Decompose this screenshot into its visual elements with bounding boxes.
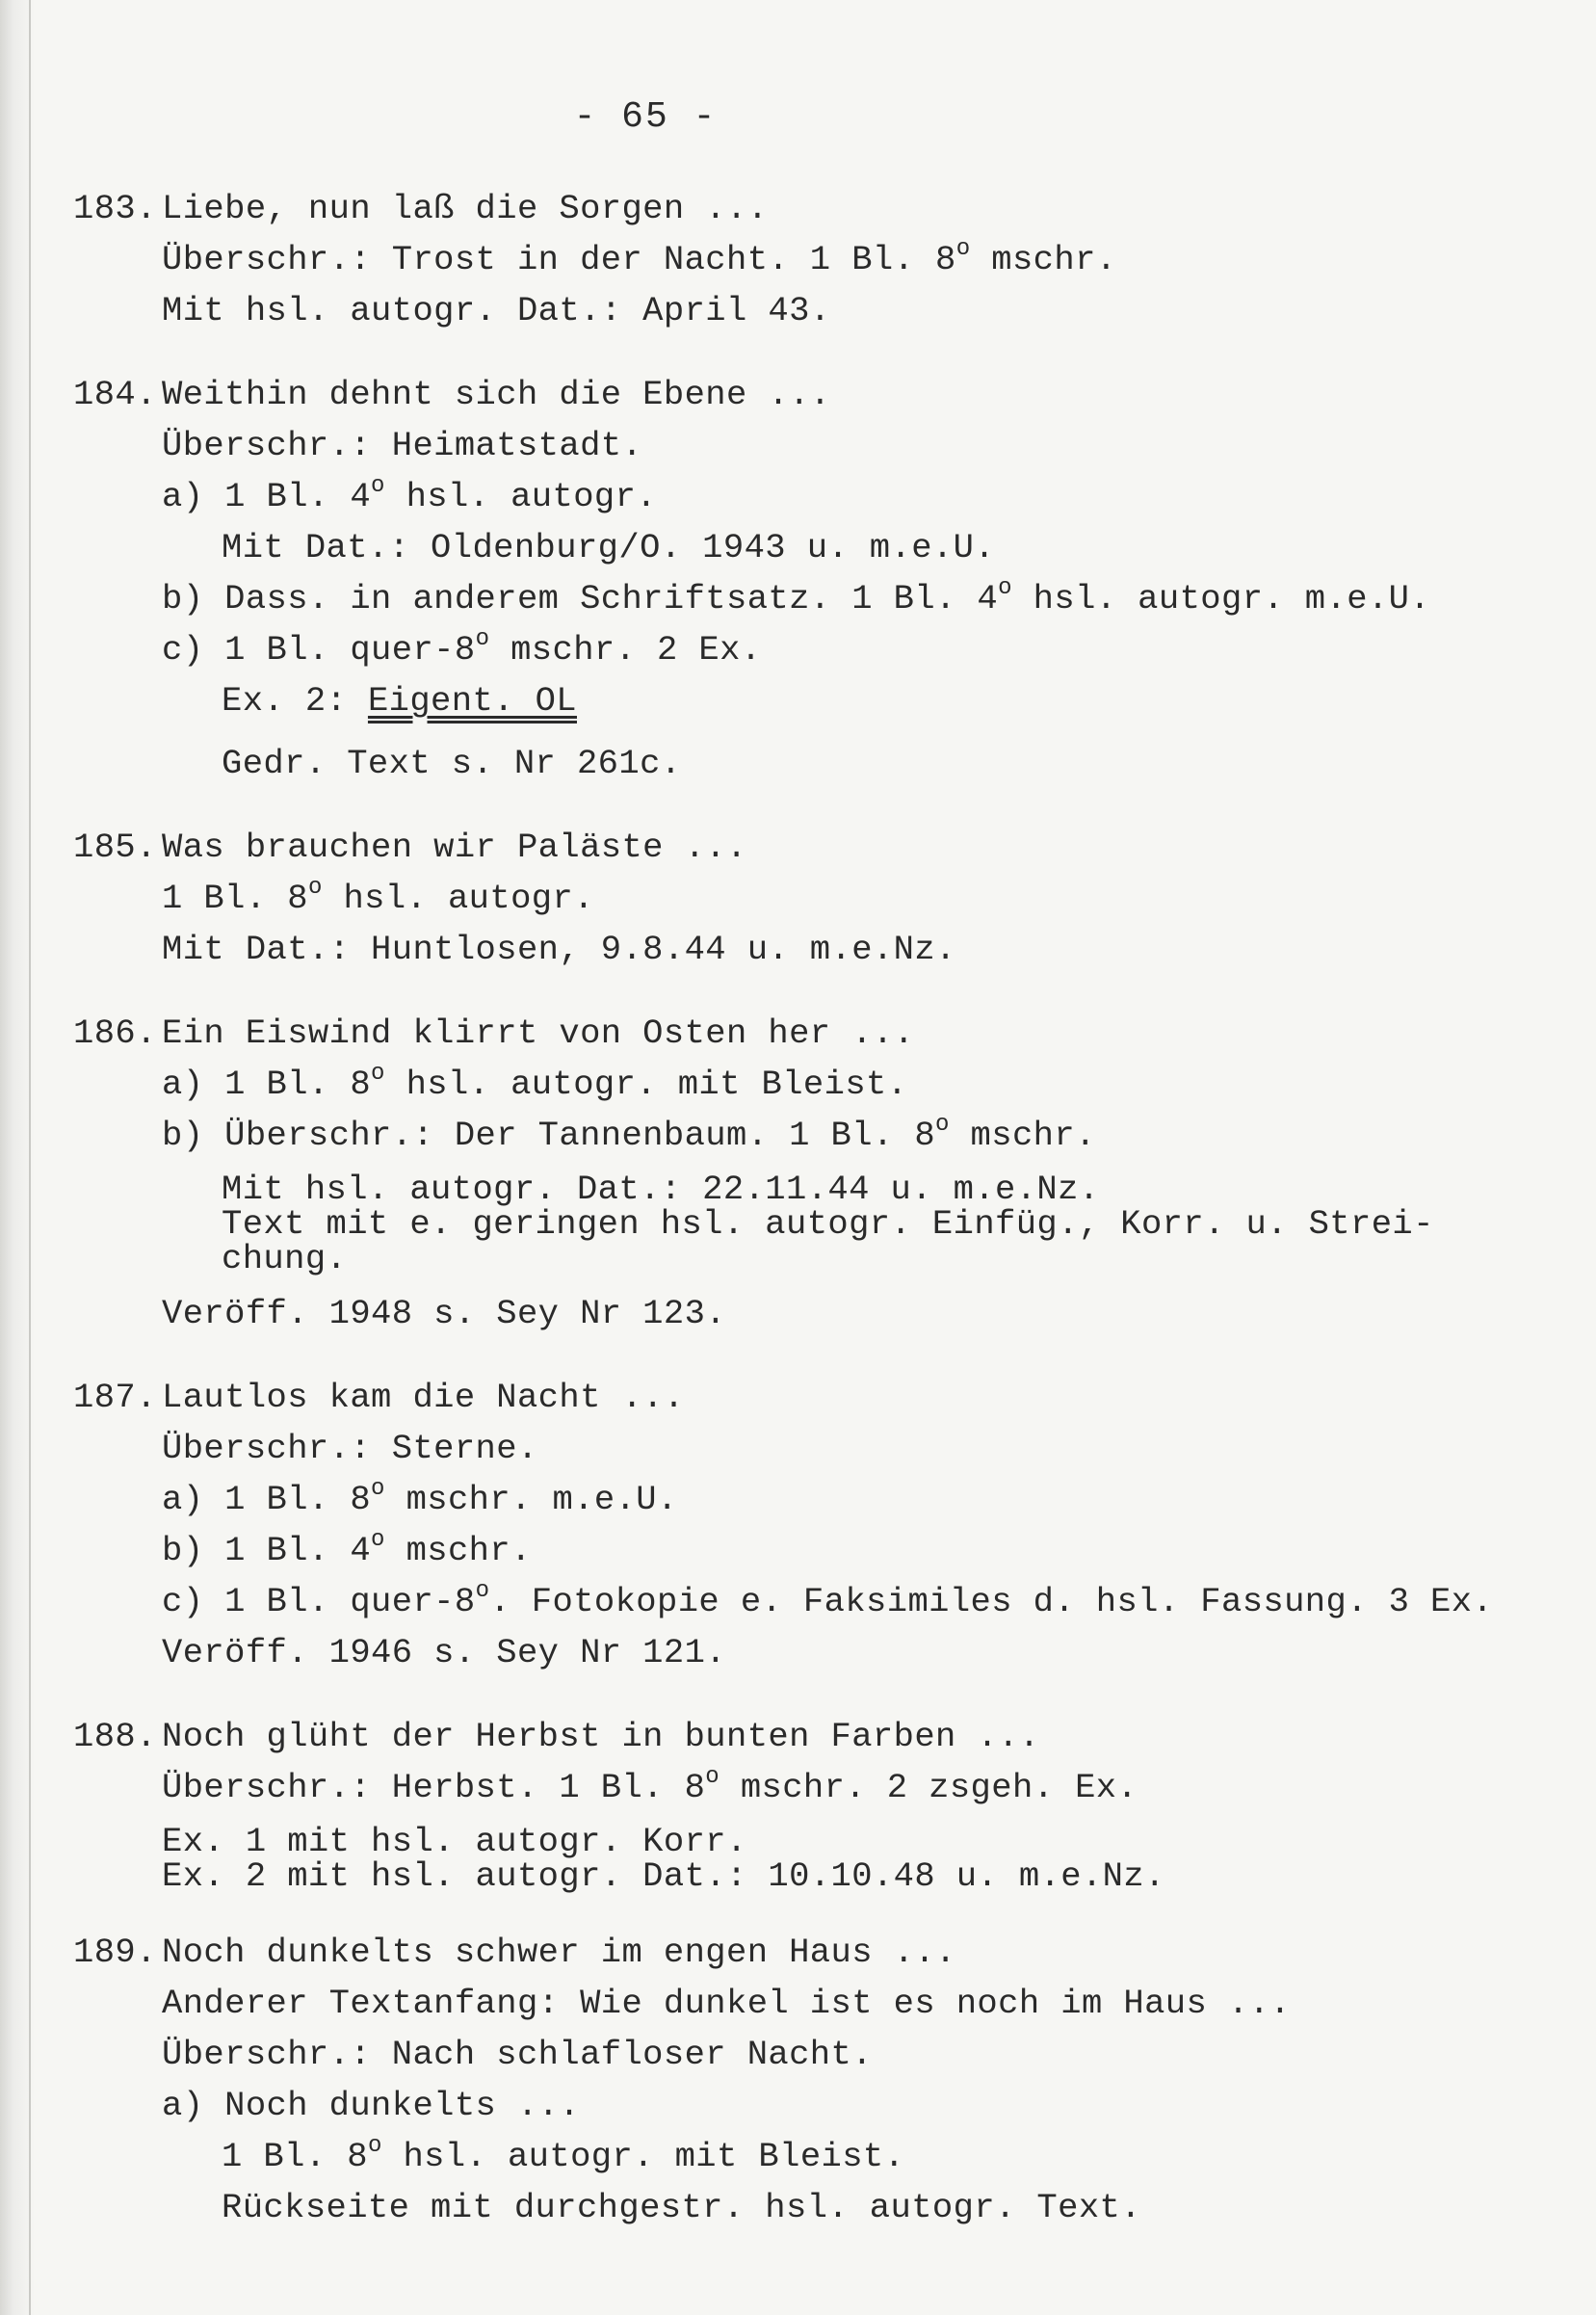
entry-incipit: Weithin dehnt sich die Ebene ...	[162, 375, 831, 414]
entry-incipit: Lautlos kam die Nacht ...	[162, 1378, 685, 1417]
entry-line: Mit hsl. autogr. Dat.: April 43.	[162, 291, 831, 330]
entry-line: Mit Dat.: Huntlosen, 9.8.44 u. m.e.Nz.	[162, 930, 956, 969]
entry-line: b) Dass. in anderem Schriftsatz. 1 Bl. 4$^o$ hsl. autogr. m.e.U.	[162, 575, 1431, 618]
entry-number: 189.	[73, 1933, 157, 1972]
entry-number: 188.	[73, 1717, 157, 1756]
entry-line: Veröff. 1946 s. Sey Nr 121.	[162, 1633, 726, 1672]
catalog-entry-185	[73, 822, 1537, 975]
entry-line: a) 1 Bl. 8$^o$ hsl. autogr. mit Bleist.	[162, 1061, 908, 1104]
degree-marker: o	[371, 1476, 385, 1503]
entry-incipit: Ein Eiswind klirrt von Osten her ...	[162, 1013, 915, 1053]
entry-line: Ex. 1 mit hsl. autogr. Korr.	[162, 1822, 747, 1861]
degree-marker: o	[998, 575, 1012, 602]
entry-line: 1 Bl. 8$^o$ hsl. autogr. mit Bleist.	[222, 2133, 905, 2176]
entry-line: Rückseite mit durchgestr. hsl. autogr. Text.	[222, 2188, 1141, 2227]
entry-line: Überschr.: Trost in der Nacht. 1 Bl. 8$^o$ mschr.	[162, 236, 1117, 279]
entry-line: Text mit e. geringen hsl. autogr. Einfüg., Korr. u. Strei-	[222, 1204, 1434, 1244]
entry-line: Ex. 2 mit hsl. autogr. Dat.: 10.10.48 u. m.e.Nz.	[162, 1856, 1165, 1896]
entry-line: Mit hsl. autogr. Dat.: 22.11.44 u. m.e.Nz.	[222, 1170, 1100, 1209]
entry-number: 184.	[73, 375, 157, 414]
entry-line: c) 1 Bl. quer-8$^o$ mschr. 2 Ex.	[162, 626, 762, 670]
degree-marker: o	[371, 473, 385, 500]
degree-marker: o	[475, 626, 490, 653]
entry-line: Veröff. 1948 s. Sey Nr 123.	[162, 1294, 726, 1333]
entry-line: Mit Dat.: Oldenburg/O. 1943 u. m.e.U.	[222, 528, 996, 567]
page-binding-edge	[0, 0, 35, 2315]
entry-incipit: Noch dunkelts schwer im engen Haus ...	[162, 1933, 956, 1972]
entry-line: Überschr.: Heimatstadt.	[162, 426, 643, 465]
entry-line: Anderer Textanfang: Wie dunkel ist es noch im Haus ...	[162, 1984, 1291, 2023]
catalog-entry-188	[73, 1711, 1537, 1894]
degree-marker: o	[475, 1578, 490, 1605]
entry-line: b) 1 Bl. 4$^o$ mschr.	[162, 1527, 532, 1570]
entry-number: 186.	[73, 1013, 157, 1053]
entry-incipit: Liebe, nun laß die Sorgen ...	[162, 189, 769, 228]
catalog-entry-187	[73, 1372, 1537, 1678]
entry-incipit: Was brauchen wir Paläste ...	[162, 828, 747, 867]
entry-number: 183.	[73, 189, 157, 228]
entry-line-prefix: Ex. 2:	[222, 681, 368, 721]
degree-marker: o	[705, 1764, 720, 1791]
entry-incipit: Noch glüht der Herbst in bunten Farben ...	[162, 1717, 1040, 1756]
degree-marker: o	[935, 1112, 950, 1139]
degree-marker: o	[955, 236, 971, 263]
entry-line: Überschr.: Sterne.	[162, 1429, 538, 1468]
catalog-entry-186	[73, 1008, 1537, 1339]
degree-marker: o	[371, 1061, 385, 1088]
catalog-entry-189	[73, 1927, 1537, 2233]
entry-line: a) Noch dunkelts ...	[162, 2086, 581, 2125]
entry-number: 185.	[73, 828, 157, 867]
catalog-entry-184	[73, 369, 1537, 789]
degree-marker: o	[307, 875, 323, 902]
entry-line: Überschr.: Herbst. 1 Bl. 8$^o$ mschr. 2 zsgeh. Ex.	[162, 1764, 1138, 1807]
entry-line: chung.	[222, 1239, 348, 1278]
entry-line: Überschr.: Nach schlafloser Nacht.	[162, 2035, 873, 2074]
entry-line: a) 1 Bl. 8$^o$ mschr. m.e.U.	[162, 1476, 678, 1519]
entry-line: c) 1 Bl. quer-8$^o$. Fotokopie e. Faksimiles d. hsl. Fassung. 3 Ex.	[162, 1578, 1494, 1621]
catalog-entry-183	[73, 183, 1537, 336]
page-number: - 65 -	[573, 96, 718, 138]
degree-marker: o	[371, 1527, 385, 1554]
entry-line: Gedr. Text s. Nr 261c.	[222, 744, 682, 783]
degree-marker: o	[367, 2133, 382, 2160]
entry-line: a) 1 Bl. 4$^o$ hsl. autogr.	[162, 473, 658, 516]
catalog-entries	[73, 183, 1537, 2266]
entry-line: 1 Bl. 8$^o$ hsl. autogr.	[162, 875, 594, 918]
entry-line	[162, 675, 1537, 726]
entry-line: b) Überschr.: Der Tannenbaum. 1 Bl. 8$^o$ mschr.	[162, 1112, 1096, 1155]
ownership-note: Eigent. OL	[367, 681, 577, 721]
entry-number: 187.	[73, 1378, 157, 1417]
